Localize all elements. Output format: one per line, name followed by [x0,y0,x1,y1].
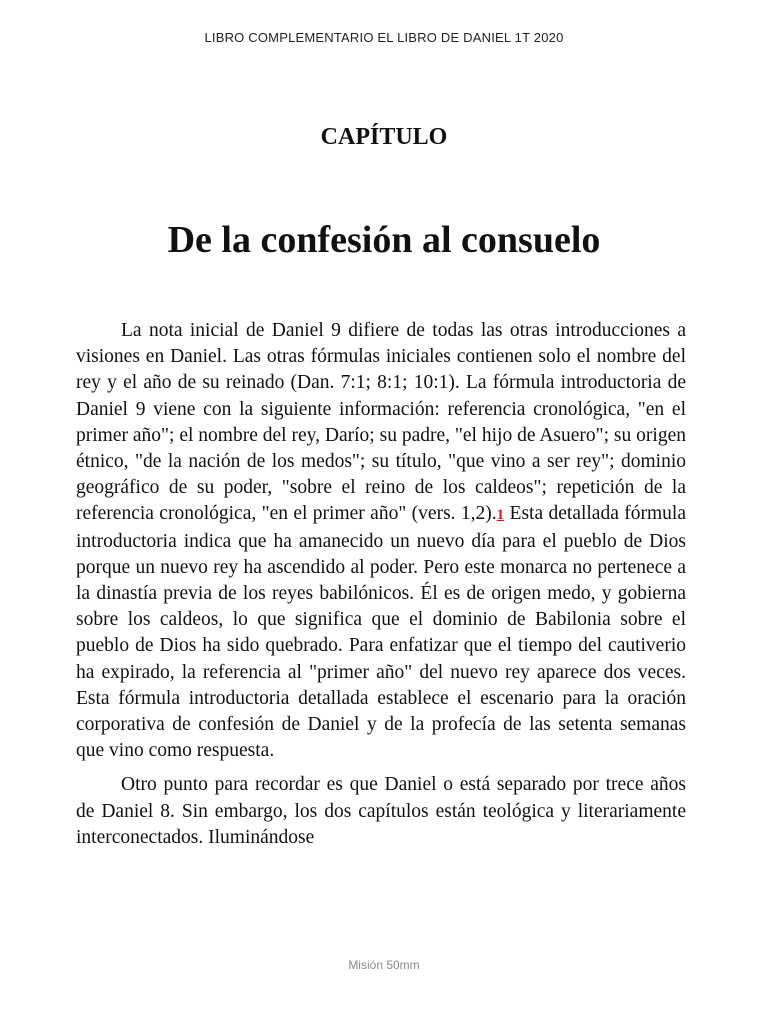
page-footer: Misión 50mm [348,958,420,972]
paragraph-1-text-a: La nota inicial de Daniel 9 difiere de todas las otras introducciones a visiones en Daniel. Las otras fórmulas iniciales contienen solo el nombre del rey y el año de su reinado (Dan. 7:1; 8:1; 10:1). La fórmula introductoria de Daniel 9 viene con la siguiente información: referencia cronológica, "en el primer año"; el nombre del rey, Darío; su padre, "el hijo de Asuero"; su origen étnico, "de la nación de los medos"; su título, "que vino a ser rey"; dominio geográfico de su poder, "sobre el reino de los caldeos"; repetición de la referencia cronológica, "en el primer año" (vers. 1,2). [76,320,686,525]
paragraph-1 [76,318,686,764]
chapter-title: De la confesión al consuelo [167,219,601,261]
paragraph-2: Otro punto para recordar es que Daniel o está separado por trece años de Daniel 8. Sin embargo, los dos capítulos están teológica y literariamente interconectados. Iluminándose [76,774,686,848]
footnote-link-1[interactable]: 1 [496,507,505,524]
running-header: LIBRO COMPLEMENTARIO EL LIBRO DE DANIEL 1T 2020 [204,30,564,45]
chapter-label: CAPÍTULO [320,124,448,150]
body-text [76,318,686,859]
paragraph-1-text-b: Esta detallada fórmula introductoria indica que ha amanecido un nuevo día para el pueblo de Dios porque un nuevo rey ha ascendido al poder. Pero este monarca no pertenece a la dinastía previa de los reyes babilónicos. Él es de origen medo, y gobierna sobre los caldeos, lo que significa que el dominio de Babilonia sobre el pueblo de Dios ha sido quebrado. Para enfatizar que el tiempo del cautiverio ha expirado, la referencia al "primer año" del nuevo rey aparece dos veces. Esta fórmula introductoria detallada establece el escenario para la oración corporativa de confesión de Daniel y de la profecía de las setenta semanas que vino como respuesta. [76,503,686,762]
